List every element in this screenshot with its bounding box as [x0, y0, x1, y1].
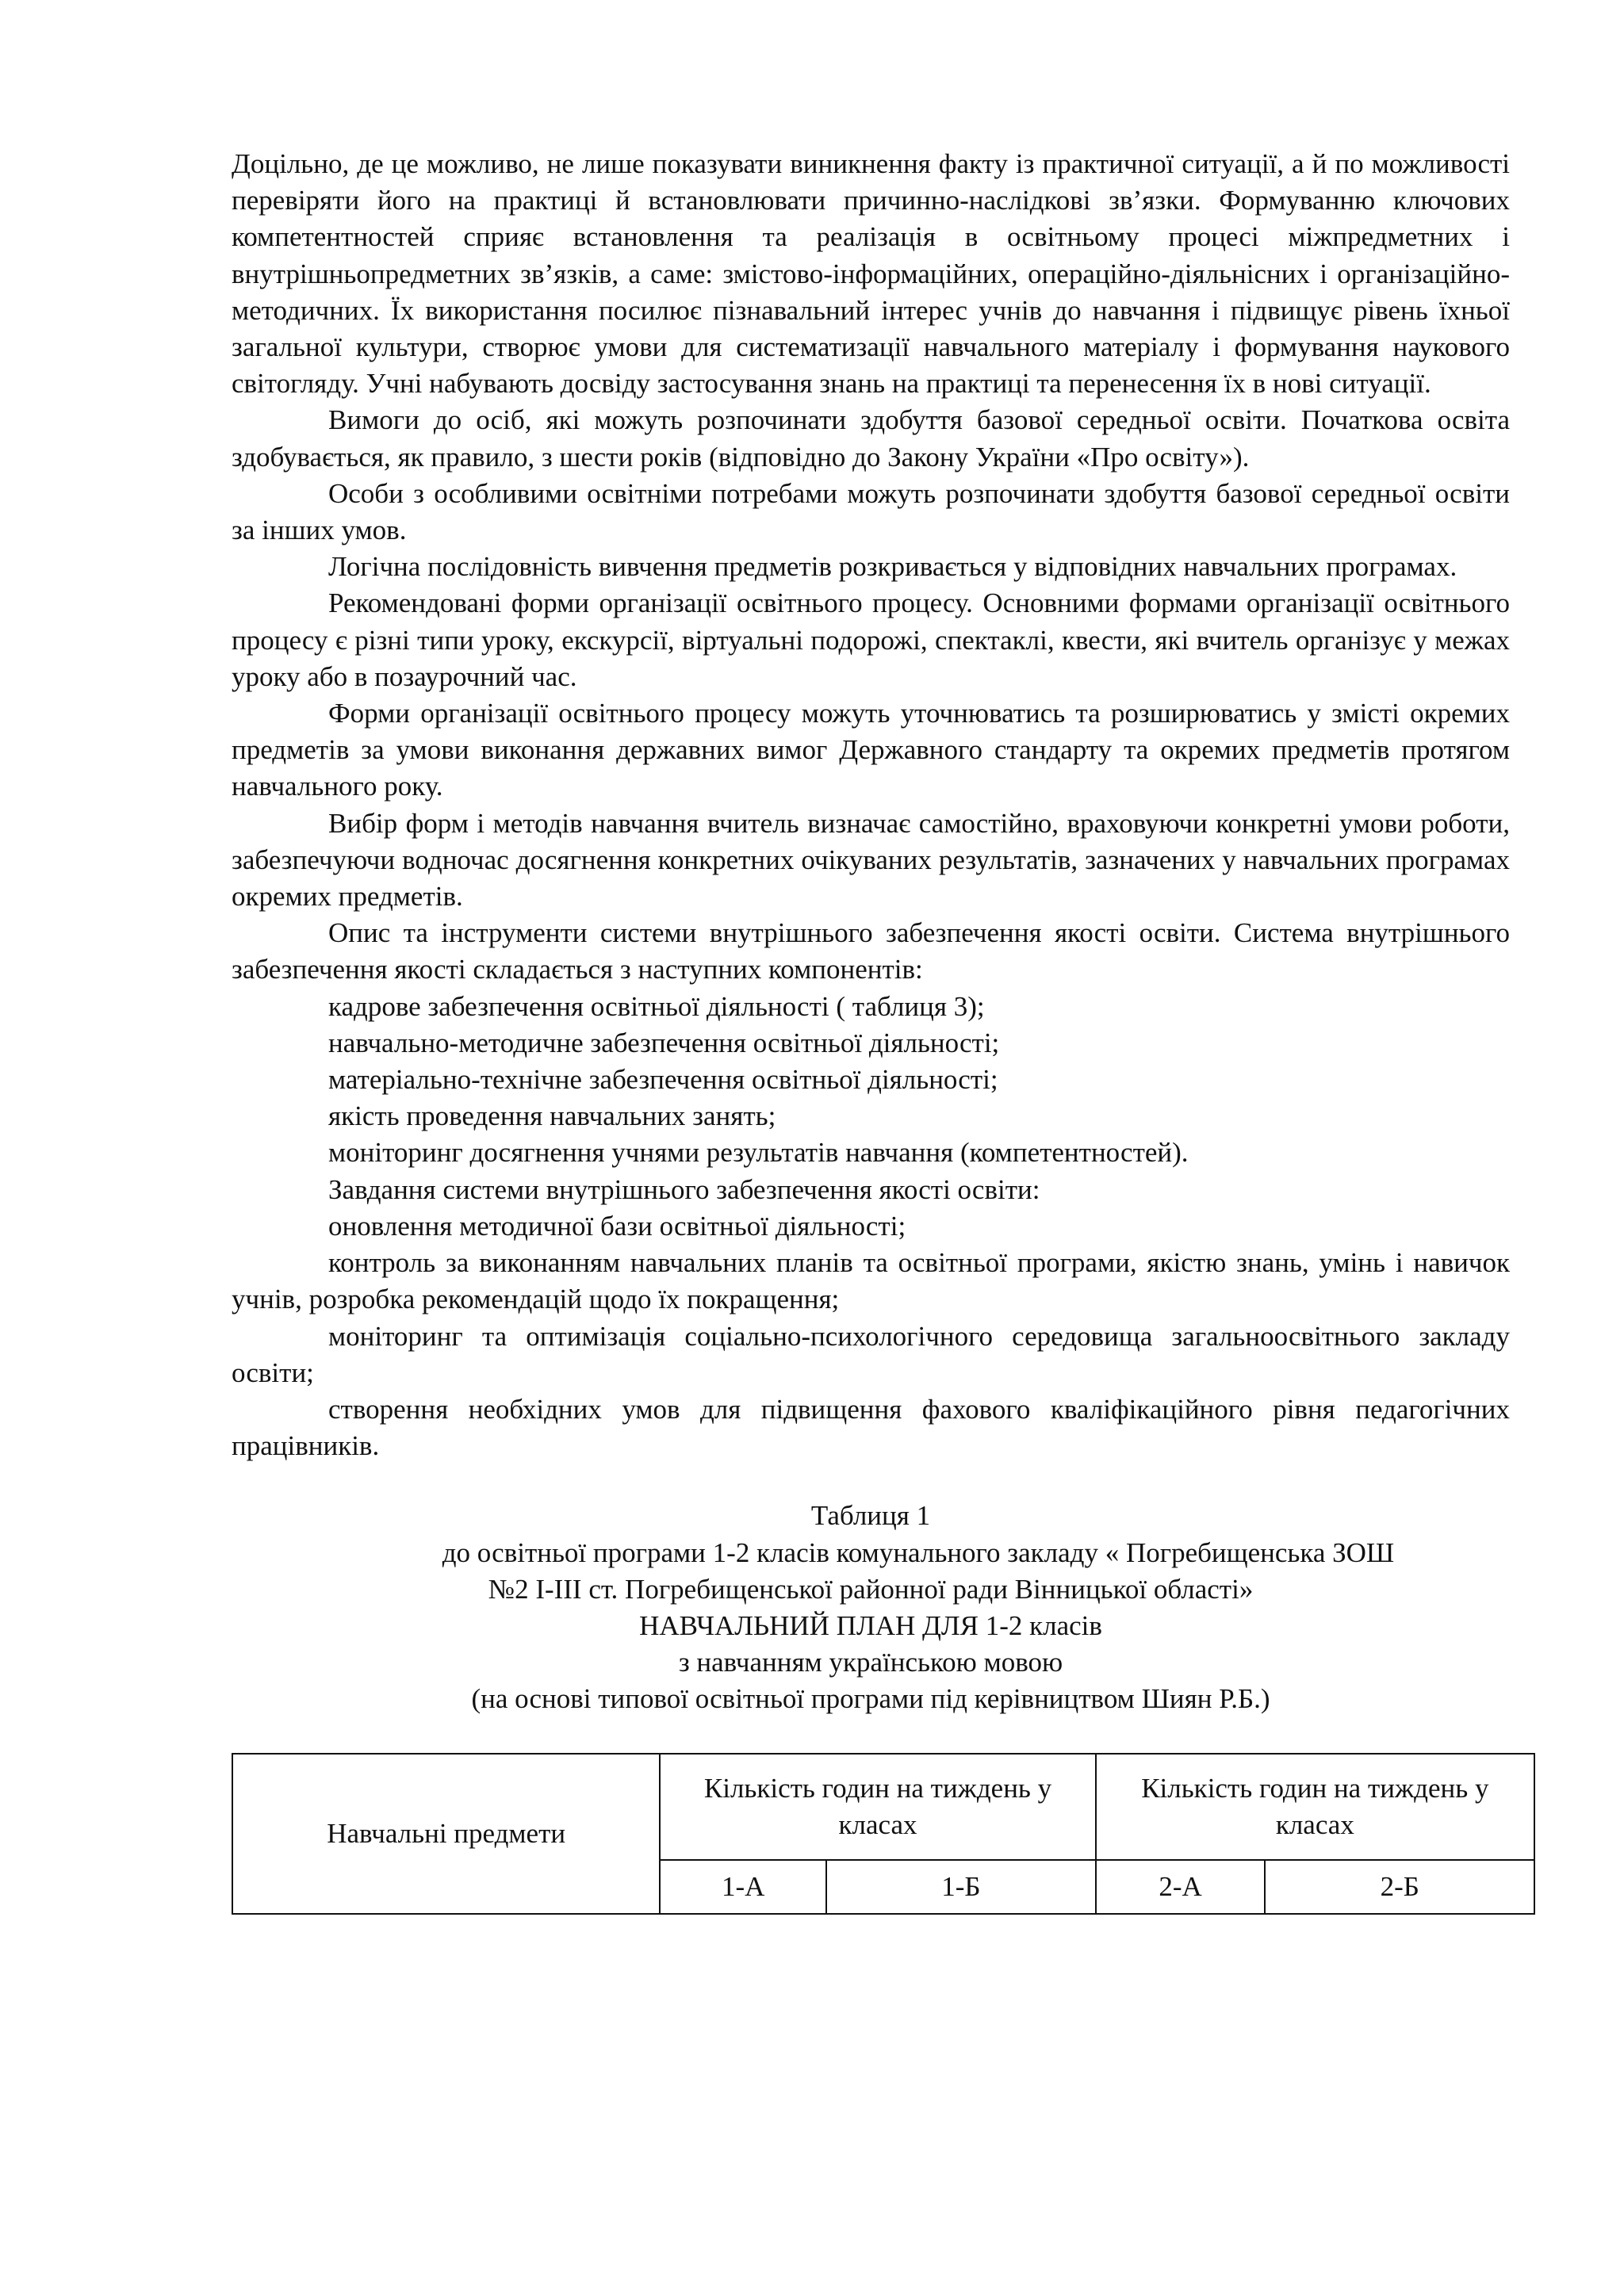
paragraph-quality-system: Опис та інструменти системи внутрішнього забезпечення якості освіти. Система внутрішнього забезпечення якості складається з наступних компонентів: [232, 917, 1510, 985]
caption-line: до освітньої програми 1-2 класів комунального закладу « Погребищенська ЗОШ [442, 1536, 1395, 1568]
caption-line: (на основі типової освітньої програми під керівництвом Шиян Р.Б.) [471, 1683, 1270, 1715]
paragraph-sequence: Логічна послідовність вивчення предметів розкривається у відповідних навчальних програмах. [328, 551, 1457, 583]
paragraph-forms-extension: Форми організації освітнього процесу можуть уточнюватись та розширюватись у змісті окремих предметів за умови виконання державних вимог Державного стандарту та окремих предметів протягом навчального року. [232, 698, 1510, 802]
class-header-1a: 1-А [660, 1860, 826, 1914]
component-item: кадрове забезпечення освітньої діяльності ( таблиця 3); [328, 990, 985, 1022]
task-item: оновлення методичної бази освітньої діяльності; [328, 1210, 906, 1242]
tasks-heading: Завдання системи внутрішнього забезпечення якості освіти: [328, 1173, 1040, 1205]
subjects-header: Навчальні предмети [232, 1754, 660, 1914]
paragraph-requirements: Вимоги до осіб, які можуть розпочинати здобуття базової середньої освіти. Початкова освіта здобувається, як правило, з шести років (відповідно до Закону України «Про освіту»). [232, 404, 1510, 473]
component-item: якість проведення навчальних занять; [328, 1100, 776, 1132]
class-header-2b: 2-Б [1265, 1860, 1534, 1914]
component-item: навчально-методичне забезпечення освітньої діяльності; [328, 1027, 1000, 1058]
table-number: Таблиця 1 [810, 1500, 931, 1532]
caption-line: з навчанням українською мовою [678, 1647, 1063, 1678]
task-item: контроль за виконанням навчальних планів та освітньої програми, якістю знань, умінь і навичок учнів, розробка рекомендацій щодо їх покращення; [232, 1247, 1510, 1315]
hours-header-group-2: Кількість годин на тиждень у класах [1096, 1754, 1534, 1860]
component-item: моніторинг досягнення учнями результатів навчання (компетентностей). [328, 1137, 1189, 1169]
table-caption [232, 1498, 1510, 1717]
paragraph-methods: Вибір форм і методів навчання вчитель визначає самостійно, враховуючи конкретні умови роботи, забезпечуючи водночас досягнення конкретних очікуваних результатів, зазначених у навчальних програмах окремих предметів. [232, 807, 1510, 913]
paragraph-intro: Доцільно, де це можливо, не лише показувати виникнення факту із практичної ситуації, а й по можливості перевіряти його на практиці й встановлювати причинно-наслідкові зв’язки. Формуванню ключових компетентностей сприяє встановлення та реалізація в освітньому процесі міжпредметних і внутрішньопредметних зв’язків, а саме: змістово-інформаційних, операційно-діяльнісних і організаційно-методичних. Їх використання посилює пізнавальний інтерес учнів до навчання і підвищує рівень їхньої загальної культури, створює умови для систематизації навчального матеріалу і формування наукового світогляду. Учні набувають досвіду застосування знань на практиці та перенесення їх в нові ситуації. [232, 148, 1510, 400]
curriculum-table [232, 1753, 1535, 1915]
paragraph-special-needs: Особи з особливими освітніми потребами можуть розпочинати здобуття базової середньої освіти за інших умов. [232, 477, 1510, 546]
component-item: матеріально-технічне забезпечення освітньої діяльності; [328, 1064, 998, 1096]
paragraph-forms: Рекомендовані форми організації освітнього процесу. Основними формами організації освітнього процесу є різні типи уроку, екскурсії, віртуальні подорожі, спектаклі, квести, які вчитель організує у межах уроку або в позаурочний час. [232, 587, 1510, 692]
task-item: створення необхідних умов для підвищення фахового кваліфікаційного рівня педагогічних працівників. [232, 1393, 1510, 1462]
caption-line: №2 І-ІІІ ст. Погребищенської районної ради Вінницької області» [488, 1573, 1254, 1605]
class-header-1b: 1-Б [826, 1860, 1096, 1914]
task-item: моніторинг та оптимізація соціально-психологічного середовища загальноосвітнього закладу освіти; [232, 1320, 1510, 1388]
table-header-row [232, 1754, 1534, 1860]
hours-header-group-1: Кількість годин на тиждень у класах [660, 1754, 1095, 1860]
caption-title: НАВЧАЛЬНИЙ ПЛАН ДЛЯ 1-2 класів [639, 1609, 1102, 1641]
class-header-2a: 2-А [1096, 1860, 1266, 1914]
document-page [232, 146, 1510, 1915]
